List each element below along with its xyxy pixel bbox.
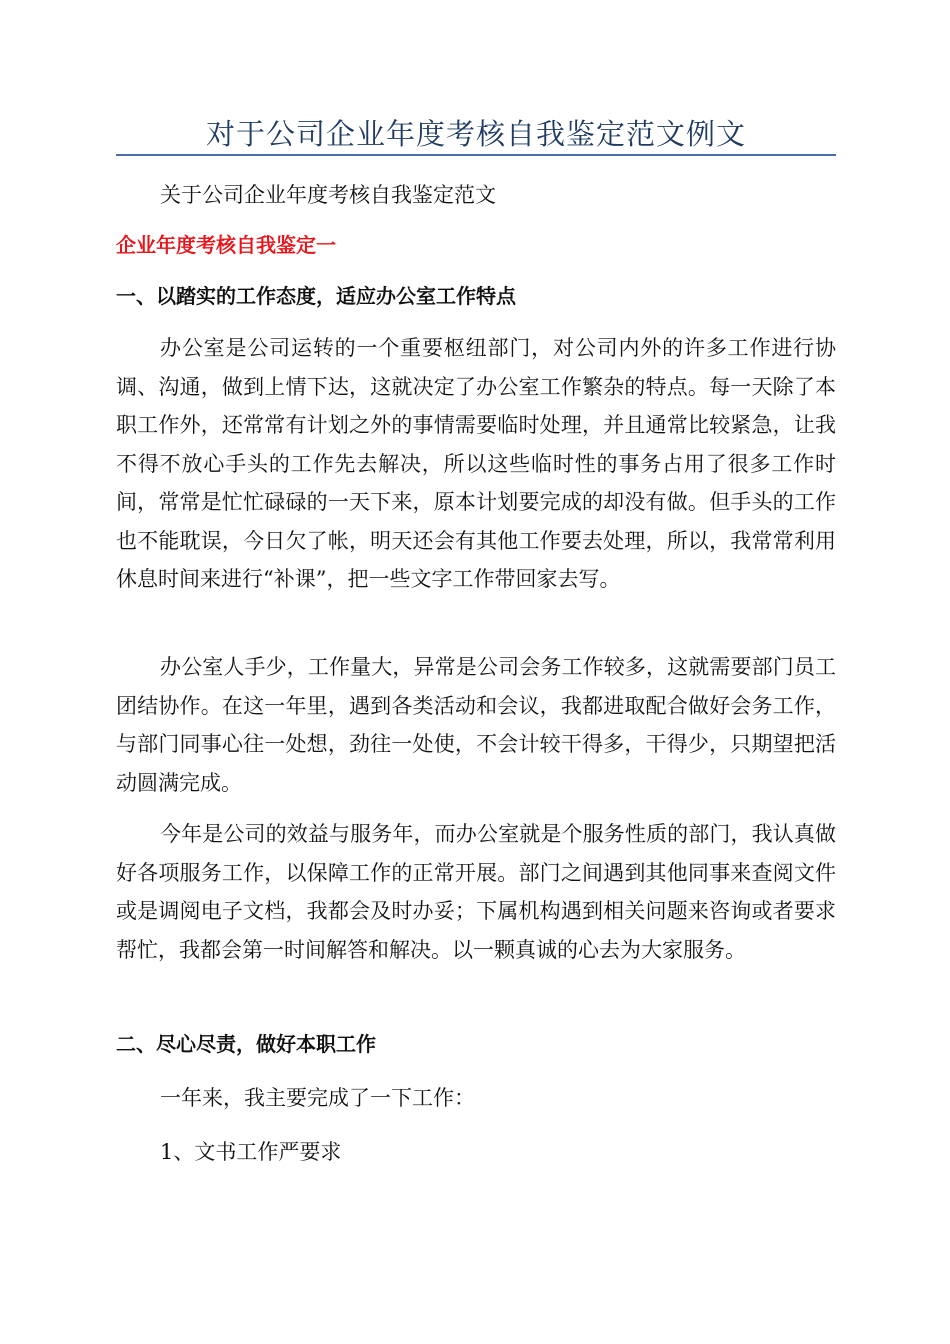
- paragraph-1: 办公室是公司运转的一个重要枢纽部门，对公司内外的许多工作进行协调、沟通，做到上情下达，这就决定了办公室工作繁杂的特点。每一天除了本职工作外，还常常有计划之外的事情需要临时处理，并且通常比较紧急，让我不得不放心手头的工作先去解决，所以这些临时性的事务占用了很多工作时间，常常是忙忙碌碌的一天下来，原本计划要完成的却没有做。但手头的工作也不能耽误，今日欠了帐，明天还会有其他工作要去处理，所以，我常常利用休息时间来进行“补课”，把一些文字工作带回家去写。: [116, 336, 836, 591]
- list-item-1: 1、文书工作严要求: [160, 1140, 342, 1164]
- section-heading-1: 一、以踏实的工作态度，适应办公室工作特点: [116, 284, 516, 308]
- red-section-heading: 企业年度考核自我鉴定一: [116, 233, 336, 257]
- document-title: 对于公司企业年度考核自我鉴定范文例文: [205, 117, 746, 151]
- section-2-intro: 一年来，我主要完成了一下工作：: [160, 1086, 475, 1110]
- paragraph-2: 办公室人手少，工作量大，异常是公司会务工作较多，这就需要部门员工团结协作。在这一年里，遇到各类活动和会议，我都进取配合做好会务工作，与部门同事心往一处想，劲往一处使，不会计较干得多，干得少，只期望把活动圆满完成。: [116, 655, 836, 795]
- paragraph-3: 今年是公司的效益与服务年，而办公室就是个服务性质的部门，我认真做好各项服务工作，以保障工作的正常开展。部门之间遇到其他同事来查阅文件或是调阅电子文档，我都会及时办妥；下属机构遇到相关问题来咨询或者要求帮忙，我都会第一时间解答和解决。以一颗真诚的心去为大家服务。: [116, 822, 836, 962]
- section-heading-2: 二、尽心尽责，做好本职工作: [116, 1032, 376, 1056]
- title-divider: [116, 154, 836, 156]
- document-subtitle: 关于公司企业年度考核自我鉴定范文: [160, 183, 496, 207]
